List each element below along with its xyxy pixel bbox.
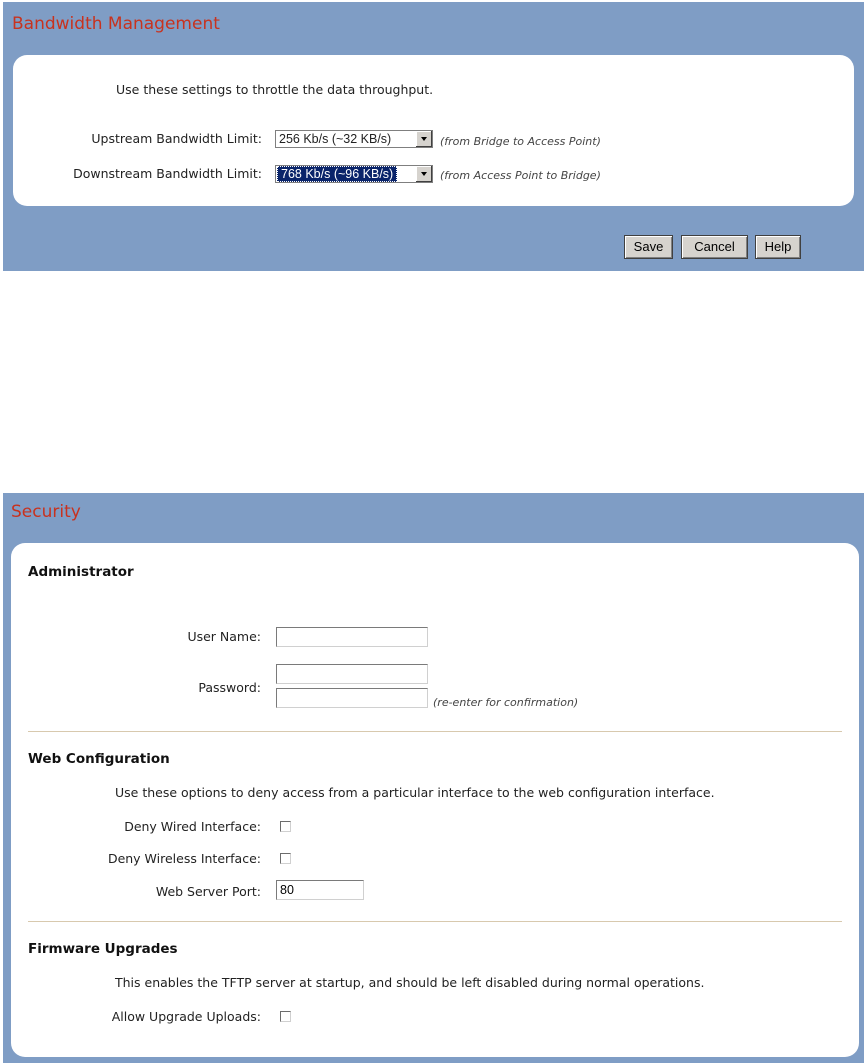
upstream-label: Upstream Bandwidth Limit:: [91, 131, 262, 146]
downstream-label: Downstream Bandwidth Limit:: [73, 166, 262, 181]
bandwidth-panel: [3, 2, 864, 271]
bandwidth-card: [13, 55, 854, 206]
password-confirm-hint: (re-enter for confirmation): [433, 696, 579, 709]
downstream-select-value: 768 Kb/s (~96 KB/s): [277, 166, 397, 182]
help-button[interactable]: Help: [755, 235, 801, 259]
save-button[interactable]: Save: [624, 235, 673, 259]
deny-wireless-label: Deny Wireless Interface:: [107, 851, 261, 866]
bandwidth-title: Bandwidth Management: [12, 14, 220, 34]
chevron-down-icon[interactable]: [415, 166, 432, 182]
firmware-description: This enables the TFTP server at startup, and should be left disabled during normal operations.: [115, 975, 705, 990]
password-input[interactable]: [276, 664, 428, 684]
security-title: Security: [11, 502, 81, 522]
allow-upgrade-checkbox[interactable]: [280, 1011, 291, 1022]
downstream-hint: (from Access Point to Bridge): [440, 169, 601, 182]
web-config-heading: Web Configuration: [28, 751, 170, 767]
administrator-heading: Administrator: [28, 564, 134, 580]
deny-wired-label: Deny Wired Interface:: [124, 819, 261, 834]
upstream-select-value: 256 Kb/s (~32 KB/s): [279, 132, 392, 146]
cancel-button[interactable]: Cancel: [681, 235, 748, 259]
downstream-select[interactable]: [275, 165, 433, 183]
upstream-hint: (from Bridge to Access Point): [440, 135, 601, 148]
divider: [28, 921, 842, 922]
password-label: Password:: [198, 680, 261, 695]
upstream-select[interactable]: [275, 130, 433, 148]
web-config-description: Use these options to deny access from a particular interface to the web configuration interface.: [115, 785, 715, 800]
password-confirm-input[interactable]: [276, 688, 428, 708]
security-panel: [3, 493, 864, 1063]
firmware-heading: Firmware Upgrades: [28, 941, 178, 957]
security-card: [11, 543, 859, 1057]
deny-wireless-checkbox[interactable]: [280, 853, 291, 864]
username-label: User Name:: [187, 629, 261, 644]
chevron-down-icon[interactable]: [415, 131, 432, 147]
bandwidth-description: Use these settings to throttle the data throughput.: [116, 82, 434, 97]
allow-upgrade-label: Allow Upgrade Uploads:: [111, 1009, 261, 1024]
divider: [28, 731, 842, 732]
web-server-port-input[interactable]: [276, 880, 364, 900]
web-server-port-label: Web Server Port:: [155, 884, 261, 899]
username-input[interactable]: [276, 627, 428, 647]
deny-wired-checkbox[interactable]: [280, 821, 291, 832]
